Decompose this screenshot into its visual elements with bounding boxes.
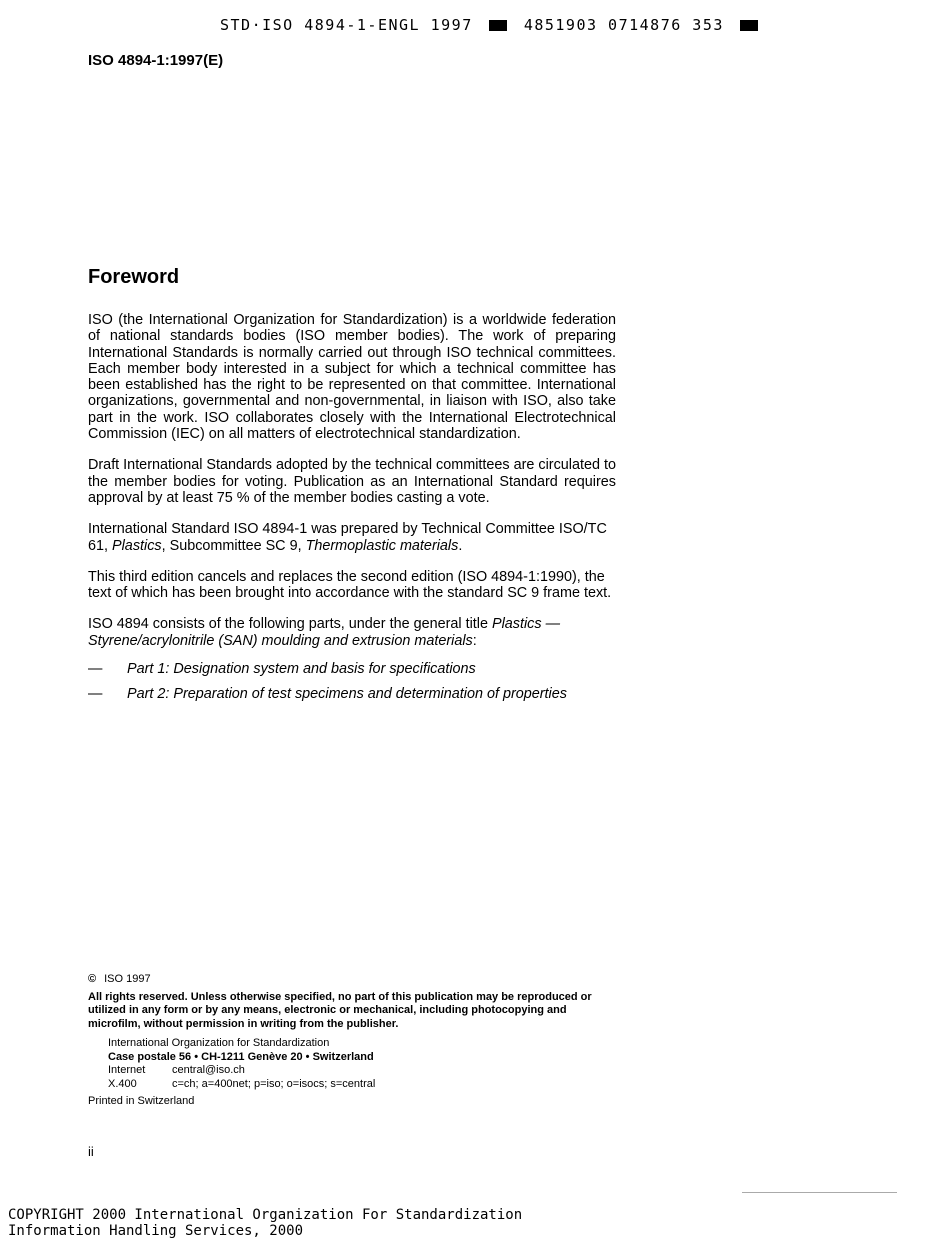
list-item <box>88 686 616 702</box>
copyright-year: ISO 1997 <box>104 973 151 985</box>
p5-pre: ISO 4894 consists of the following parts, under the general title <box>88 616 492 633</box>
p3-pre: International Standard ISO 4894-1 was prepared by Technical Committee ISO/TC 61, <box>88 521 607 554</box>
p3-em1: Plastics <box>112 537 162 554</box>
internet-label: Internet <box>108 1064 146 1076</box>
p3-post: . <box>458 537 463 554</box>
paragraph-3 <box>88 521 616 554</box>
internet-row <box>108 1064 618 1078</box>
page-title: Foreword <box>88 266 180 288</box>
address-block <box>108 1037 618 1091</box>
printed-in: Printed in Switzerland <box>88 1095 195 1107</box>
internet-value: central@iso.ch <box>172 1064 245 1076</box>
copyright-line <box>88 973 618 987</box>
list-item <box>88 661 616 677</box>
copyright-block <box>88 973 618 1109</box>
foreword-body <box>88 312 616 712</box>
divider <box>742 1192 897 1193</box>
x400-label: X.400 <box>108 1077 137 1090</box>
redaction-block <box>489 20 507 31</box>
code-part-1: STD·ISO 4894-1-ENGL 1997 <box>220 16 473 34</box>
document-code-header <box>220 16 764 34</box>
postal-address: Case postale 56 • CH-1211 Genève 20 • Switzerland <box>108 1050 374 1063</box>
part-text: Part 2: Preparation of test specimens and determination of properties <box>127 686 567 703</box>
copyright-symbol: © <box>88 973 97 985</box>
redaction-block <box>740 20 758 31</box>
paragraph-1: ISO (the International Organization for Standardization) is a worldwide federation of national standards bodies (ISO member bodies). The work of preparing International Standards is normally carried out through ISO technical committees. Each member body interested in a subject for which a technical committee has been established has the right to be represented on that committee. International organizations, governmental and non-governmental, in liaison with ISO, also take part in the work. ISO collaborates closely with the International Electrotechnical Commission (IEC) on all matters of electrotechnical standardization. <box>88 312 616 443</box>
x400-row <box>108 1078 618 1092</box>
footer-line-2: Information Handling Services, 2000 <box>8 1223 304 1239</box>
paragraph-5 <box>88 616 616 649</box>
p3-mid: , Subcommittee SC 9, <box>161 537 306 554</box>
rights-text: All rights reserved. Unless otherwise specified, no part of this publication may be reproduced or utilized in any form or by any means, electronic or mechanical, including photocopying and microfilm, without permission in writing from the publisher. <box>88 990 592 1030</box>
footer-line-1: COPYRIGHT 2000 International Organization For Standardization <box>8 1207 523 1223</box>
document-id: ISO 4894-1:1997(E) <box>88 52 224 69</box>
dash: — <box>88 686 103 703</box>
parts-list <box>88 661 616 703</box>
p5-em: Plastics — Styrene/acrylonitrile (SAN) moulding and extrusion materials <box>88 616 560 649</box>
org-name: International Organization for Standardization <box>108 1037 330 1049</box>
paragraph-4: This third edition cancels and replaces the second edition (ISO 4894-1:1990), the text of which has been brought into accordance with the standard SC 9 frame text. <box>88 568 612 602</box>
code-part-2: 4851903 0714876 353 <box>523 16 724 34</box>
p5-post: : <box>472 632 477 649</box>
paragraph-2: Draft International Standards adopted by the technical committees are circulated to the member bodies for voting. Publication as an International Standard requires approval by at least 75 % of the member bodies casting a vote. <box>88 457 616 506</box>
page-number: ii <box>88 1144 94 1159</box>
dash: — <box>88 661 103 678</box>
copyright-footer <box>8 1207 522 1239</box>
p3-em2: Thermoplastic materials <box>305 537 459 554</box>
x400-value: c=ch; a=400net; p=iso; o=isocs; s=central <box>172 1077 376 1090</box>
part-text: Part 1: Designation system and basis for specifications <box>127 661 476 678</box>
